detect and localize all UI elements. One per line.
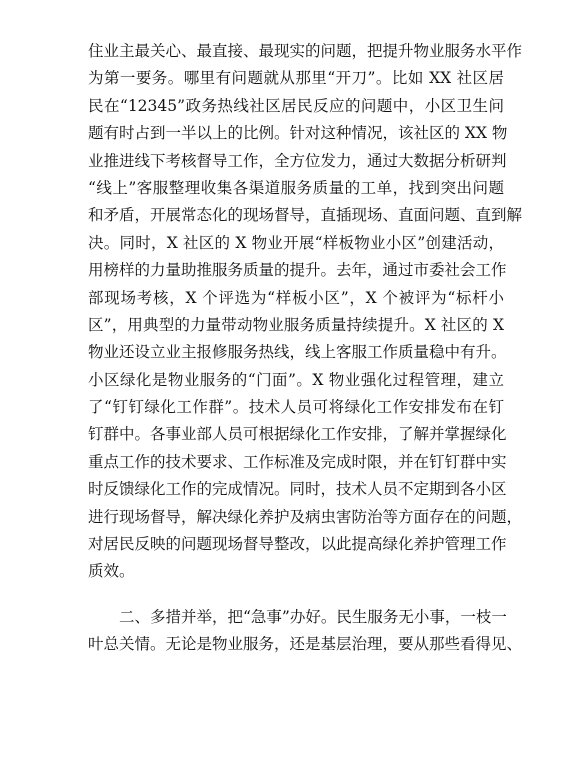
text-line: 对居民反映的问题现场督导整改，以此提高绿化养护管理工作 bbox=[88, 535, 507, 554]
text-line: 小区绿化是物业服务的“门面”。X 物业强化过程管理，建立 bbox=[88, 370, 504, 389]
text-line: 质效。 bbox=[88, 562, 135, 581]
text-line: 和矛盾，开展常态化的现场督导，直插现场、直面问题、直到解 bbox=[88, 206, 523, 225]
text-line: 用榜样的力量助推服务质量的提升。去年，通过市委社会工作 bbox=[88, 261, 507, 280]
text-line: 区”，用典型的力量带动物业服务质量持续提升。X 社区的 X bbox=[88, 315, 504, 334]
text-line: 重点工作的技术要求、工作标准及完成时限，并在钉钉群中实 bbox=[88, 452, 507, 471]
text-line: 决。同时，X 社区的 X 物业开展“样板物业小区”创建活动， bbox=[88, 233, 504, 252]
paragraph-2 bbox=[88, 604, 523, 659]
paragraph-gap bbox=[88, 586, 504, 604]
text-line: 进行现场督导，解决绿化养护及病虫害防治等方面存在的问题， bbox=[88, 507, 523, 526]
text-line: “线上”客服整理收集各渠道服务质量的工单，找到突出问题 bbox=[88, 178, 504, 197]
document-body bbox=[88, 38, 523, 659]
text-line: 时反馈绿化工作的完成情况。同时，技术人员不定期到各小区 bbox=[88, 480, 507, 499]
text-line: 住业主最关心、最直接、最现实的问题，把提升物业服务水平作 bbox=[88, 42, 523, 60]
text-line: 为第一要务。哪里有问题就从那里“开刀”。比如 XX 社区居 bbox=[88, 69, 504, 88]
text-line: 叶总关情。无论是物业服务，还是基层治理，要从那些看得见、 bbox=[88, 635, 523, 654]
text-line: 物业还设立业主报修服务热线，线上客服工作质量稳中有升。 bbox=[88, 343, 507, 362]
text-line: 二、多措并举，把“急事”办好。民生服务无小事，一枝一 bbox=[119, 607, 507, 626]
text-line: 钉群中。各事业部人员可根据绿化工作安排，了解并掌握绿化 bbox=[88, 425, 507, 444]
text-line: 题有时占到一半以上的比例。针对这种情况，该社区的 XX 物 bbox=[88, 124, 508, 143]
text-line: 部现场考核，X 个评选为“样板小区”，X 个被评为“标杆小 bbox=[88, 288, 504, 307]
text-line: 民在“12345”政务热线社区居民反应的问题中，小区卫生问 bbox=[88, 96, 504, 115]
text-line: 了“钉钉绿化工作群”。技术人员可将绿化工作安排发布在钉 bbox=[88, 398, 504, 417]
text-line: 业推进线下考核督导工作，全方位发力，通过大数据分析研判 bbox=[88, 151, 507, 170]
paragraph-1 bbox=[88, 38, 523, 586]
